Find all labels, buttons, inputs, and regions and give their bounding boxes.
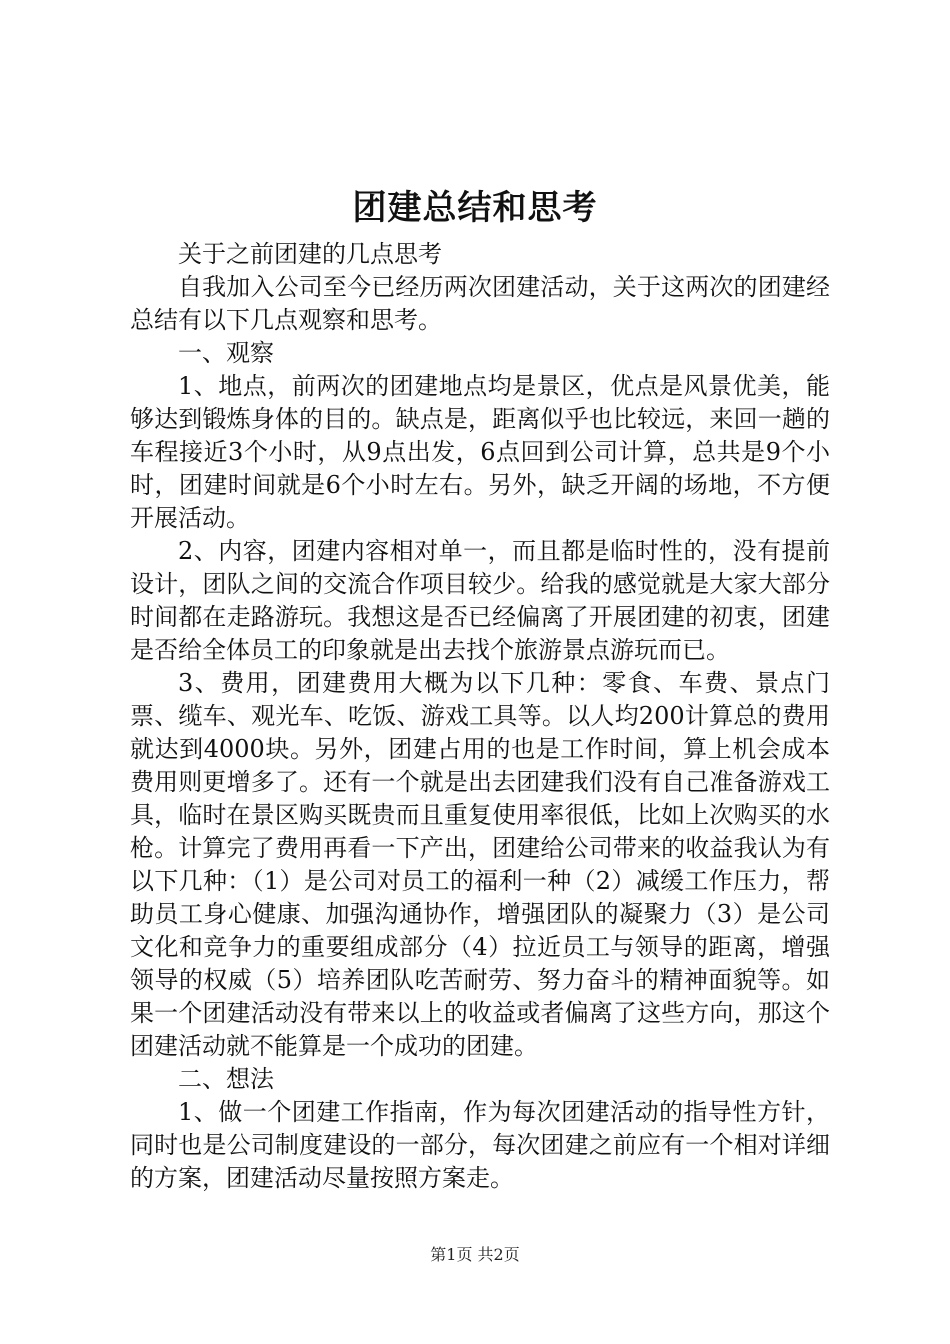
paragraph-guide: 1、做一个团建工作指南，作为每次团建活动的指导性方针，同时也是公司制度建设的一部分，每次团建之前应有一个相对详细的方案，团建活动尽量按照方案走。: [130, 1098, 830, 1192]
paragraph-subtitle: 关于之前团建的几点思考: [178, 240, 442, 268]
document-body: [130, 238, 830, 1195]
paragraph-content: 2、内容，团建内容相对单一，而且都是临时性的，没有提前设计，团队之间的交流合作项目较少。给我的感觉就是大家大部分时间都在走路游玩。我想这是否已经偏离了开展团建的初衷，团建是否给全体员工的印象就是出去找个旅游景点游玩而已。: [130, 537, 830, 664]
section-heading-observation: 一、观察: [178, 339, 274, 367]
section-heading-ideas: 二、想法: [178, 1065, 274, 1093]
page-footer: 第1页 共2页: [430, 1245, 520, 1264]
paragraph-cost: 3、费用，团建费用大概为以下几种：零食、车费、景点门票、缆车、观光车、吃饭、游戏工具等。以人均200计算总的费用就达到4000块。另外，团建占用的也是工作时间，算上机会成本费用则更增多了。还有一个就是出去团建我们没有自己准备游戏工具，临时在景区购买既贵而且重复使用率很低，比如上次购买的水枪。计算完了费用再看一下产出，团建给公司带来的收益我认为有以下几种：（1）是公司对员工的福利一种（2）减缓工作压力，帮助员工身心健康、加强沟通协作，增强团队的凝聚力（3）是公司文化和竞争力的重要组成部分（4）拉近员工与领导的距离，增强领导的权威（5）培养团队吃苦耐劳、努力奋斗的精神面貌等。如果一个团建活动没有带来以上的收益或者偏离了这些方向，那这个团建活动就不能算是一个成功的团建。: [130, 669, 830, 1060]
paragraph-location: 1、地点，前两次的团建地点均是景区，优点是风景优美，能够达到锻炼身体的目的。缺点是，距离似乎也比较远，来回一趟的车程接近3个小时，从9点出发，6点回到公司计算，总共是9个小时，团建时间就是6个小时左右。另外，缺乏开阔的场地，不方便开展活动。: [130, 372, 830, 532]
paragraph-intro: 自我加入公司至今已经历两次团建活动，关于这两次的团建经总结有以下几点观察和思考。: [130, 273, 830, 334]
document-title: 团建总结和思考: [352, 188, 598, 228]
